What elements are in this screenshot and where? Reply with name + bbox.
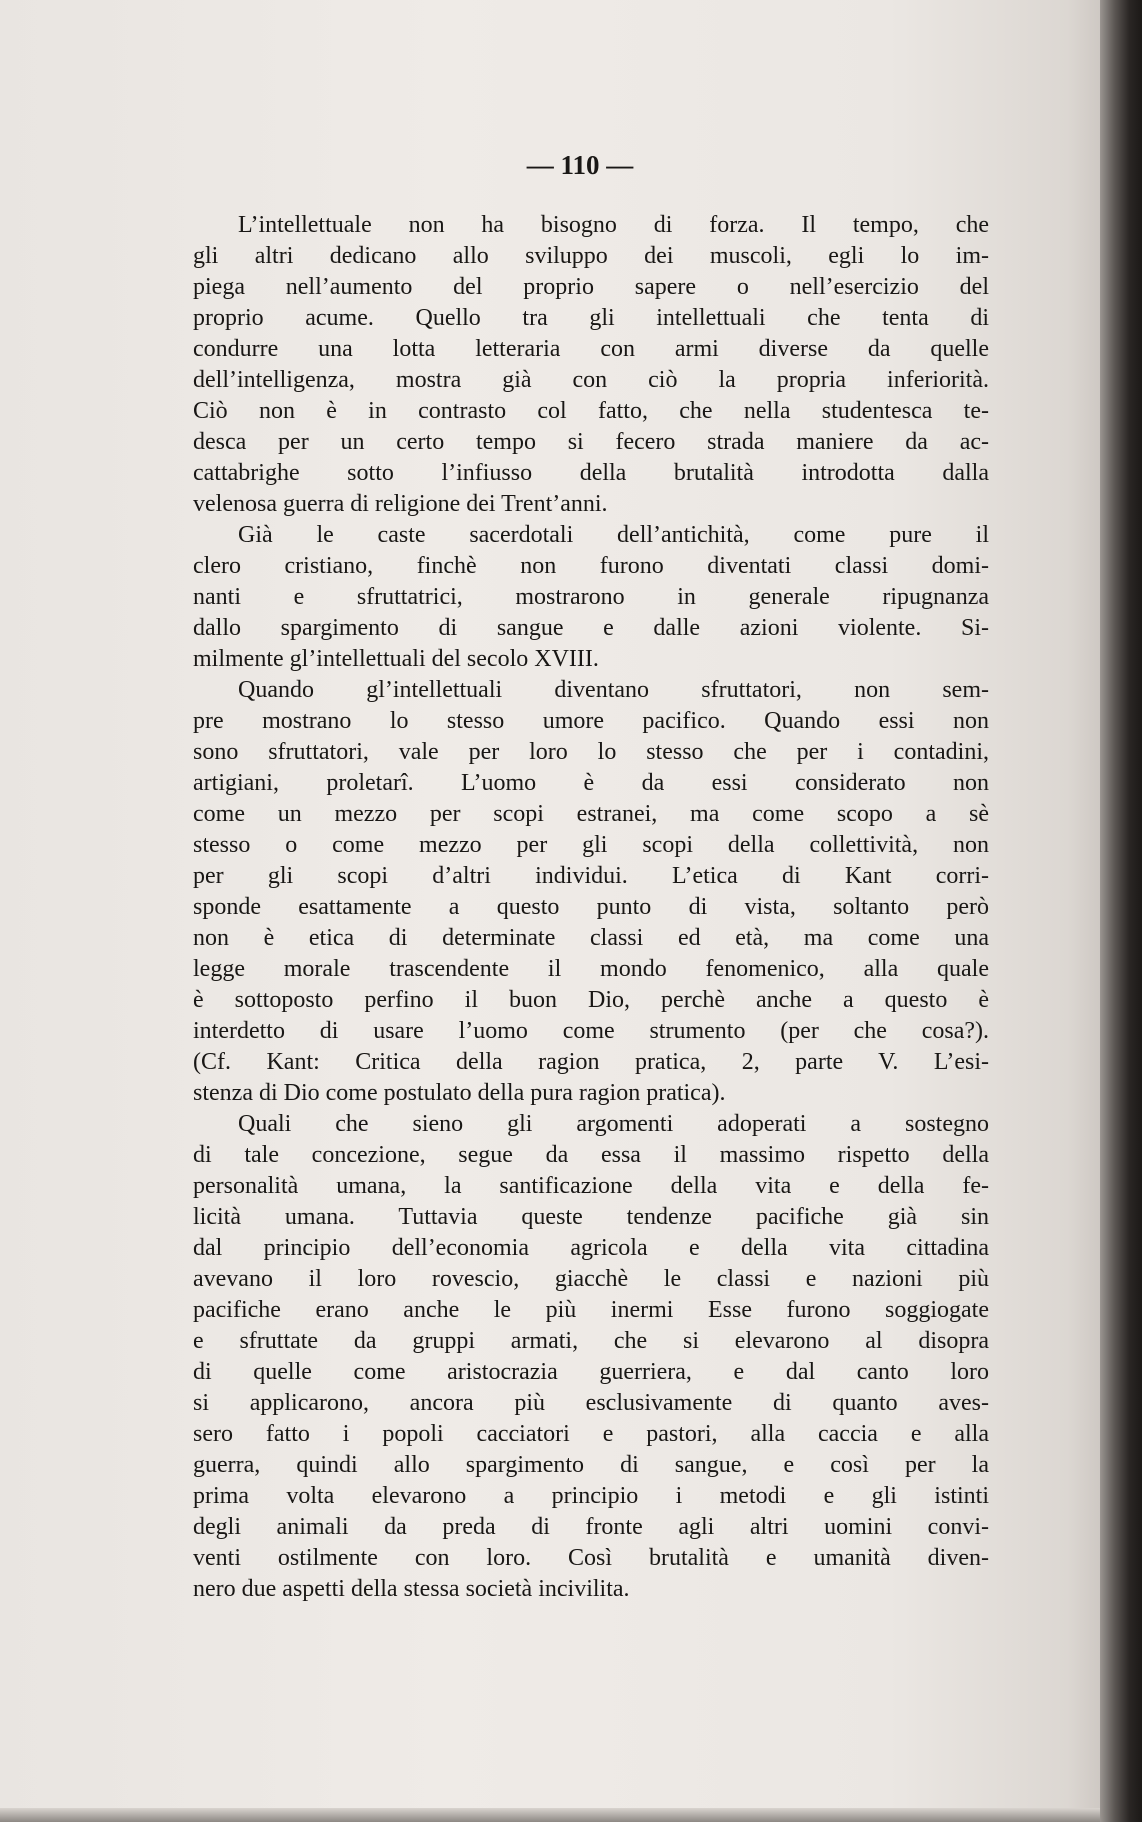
text-line: guerra, quindi allo spargimento di sangue, e così per la [193, 1452, 989, 1478]
text-line: interdetto di usare l’uomo come strumento (per che cosa?). [193, 1018, 989, 1044]
text-line: degli animali da preda di fronte agli altri uomini convi- [193, 1514, 989, 1540]
text-line: non è etica di determinate classi ed età, ma come una [193, 925, 989, 951]
text-line: di tale concezione, segue da essa il massimo rispetto della [193, 1142, 989, 1168]
text-line: pacifiche erano anche le più inermi Esse furono soggiogate [193, 1297, 989, 1323]
body-text [193, 210, 989, 1605]
text-line: nero due aspetti della stessa società incivilita. [193, 1576, 630, 1602]
text-line: desca per un certo tempo si fecero strada maniere da ac- [193, 429, 989, 455]
text-line: come un mezzo per scopi estranei, ma come scopo a sè [193, 801, 989, 827]
text-line: avevano il loro rovescio, giacchè le classi e nazioni più [193, 1266, 989, 1292]
text-line: Quando gl’intellettuali diventano sfruttatori, non sem- [238, 677, 989, 703]
text-line: condurre una lotta letteraria con armi diverse da quelle [193, 336, 989, 362]
text-line: artigiani, proletarî. L’uomo è da essi considerato non [193, 770, 989, 796]
text-line: è sottoposto perfino il buon Dio, perchè anche a questo è [193, 987, 989, 1013]
text-line: L’intellettuale non ha bisogno di forza. Il tempo, che [238, 212, 989, 238]
text-line: di quelle come aristocrazia guerriera, e dal canto loro [193, 1359, 989, 1385]
text-line: venti ostilmente con loro. Così brutalità e umanità diven- [193, 1545, 989, 1571]
text-line: stesso o come mezzo per gli scopi della collettività, non [193, 832, 989, 858]
text-line: nanti e sfruttatrici, mostrarono in generale ripugnanza [193, 584, 989, 610]
text-line: dell’intelligenza, mostra già con ciò la propria inferiorità. [193, 367, 989, 393]
text-line: velenosa guerra di religione dei Trent’anni. [193, 491, 608, 517]
text-line: stenza di Dio come postulato della pura ragion pratica). [193, 1080, 726, 1106]
text-line: legge morale trascendente il mondo fenomenico, alla quale [193, 956, 989, 982]
text-line: Già le caste sacerdotali dell’antichità, come pure il [238, 522, 989, 548]
text-line: sono sfruttatori, vale per loro lo stesso che per i contadini, [193, 739, 989, 765]
text-line: clero cristiano, finchè non furono diventati classi domi- [193, 553, 989, 579]
text-line: Quali che sieno gli argomenti adoperati a sostegno [238, 1111, 989, 1137]
text-line: Ciò non è in contrasto col fatto, che nella studentesca te- [193, 398, 989, 424]
text-line: milmente gl’intellettuali del secolo XVIII. [193, 646, 599, 672]
page-bottom-edge [0, 1808, 1112, 1822]
text-line: gli altri dedicano allo sviluppo dei muscoli, egli lo im- [193, 243, 989, 269]
page-number: — 110 — [526, 150, 634, 180]
text-line: si applicarono, ancora più esclusivamente di quanto aves- [193, 1390, 989, 1416]
text-line: pre mostrano lo stesso umore pacifico. Quando essi non [193, 708, 989, 734]
book-binding-edge [1100, 0, 1142, 1822]
text-line: per gli scopi d’altri individui. L’etica di Kant corri- [193, 863, 989, 889]
text-line: sero fatto i popoli cacciatori e pastori, alla caccia e alla [193, 1421, 989, 1447]
text-line: dal principio dell’economia agricola e della vita cittadina [193, 1235, 989, 1261]
text-line: (Cf. Kant: Critica della ragion pratica, 2, parte V. L’esi- [193, 1049, 989, 1075]
text-line: piega nell’aumento del proprio sapere o nell’esercizio del [193, 274, 989, 300]
text-line: sponde esattamente a questo punto di vista, soltanto però [193, 894, 989, 920]
text-line: dallo spargimento di sangue e dalle azioni violente. Si- [193, 615, 989, 641]
text-line: proprio acume. Quello tra gli intellettuali che tenta di [193, 305, 989, 331]
text-line: licità umana. Tuttavia queste tendenze pacifiche già sin [193, 1204, 989, 1230]
text-line: personalità umana, la santificazione della vita e della fe- [193, 1173, 989, 1199]
text-line: cattabrighe sotto l’infiusso della brutalità introdotta dalla [193, 460, 989, 486]
text-line: e sfruttate da gruppi armati, che si elevarono al disopra [193, 1328, 989, 1354]
text-line: prima volta elevarono a principio i metodi e gli istinti [193, 1483, 989, 1509]
